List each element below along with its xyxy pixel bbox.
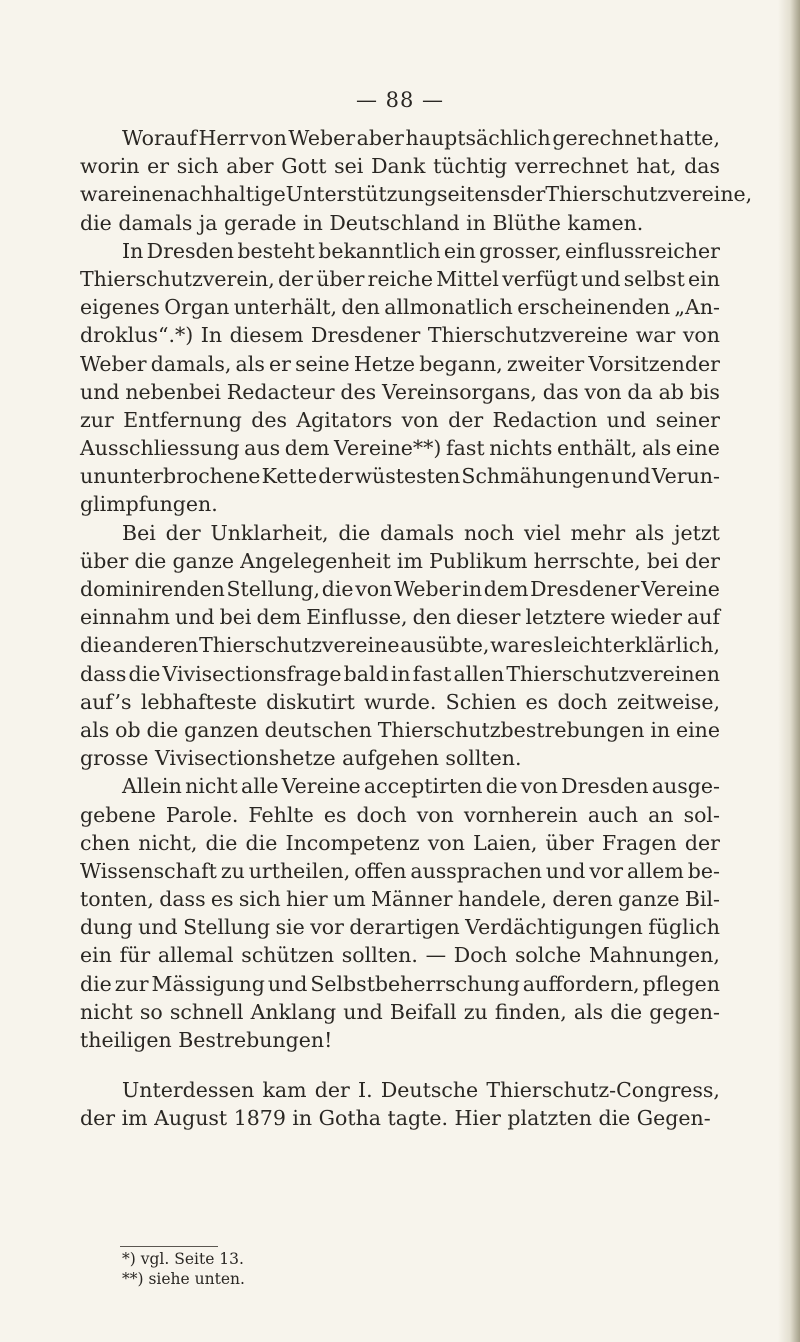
text-line: Bei der Unklarheit, die damals noch viel mehr als jetzt	[122, 520, 720, 545]
text-line: eigenes Organ unterhält, den allmonatlich erscheinenden „An-	[80, 295, 720, 320]
text-line: gebene Parole. Fehlte es doch von vornherein auch an sol-	[80, 802, 720, 827]
text-line: als ob die ganzen deutschen Thierschutzbestrebungen in eine	[80, 717, 720, 742]
page-number: — 88 —	[355, 88, 445, 112]
text-line: tonten, dass es sich hier um Männer handele, deren ganze Bil-	[80, 887, 720, 912]
text-line: ununterbrochene Kette der wüstesten Schmähungen und Verun-	[80, 464, 720, 489]
text-line: zur Entfernung des Agitators von der Redaction und seiner	[80, 407, 720, 432]
text-line: worin er sich aber Gott sei Dank tüchtig verrechnet hat, das	[80, 154, 720, 179]
text-line: über die ganze Angelegenheit im Publikum herrschte, bei der	[80, 548, 720, 573]
text-line: ein für allemal schützen sollten. — Doch solche Mahnungen,	[80, 943, 720, 968]
text-line: die damals ja gerade in Deutschland in Blüthe kamen.	[80, 210, 644, 235]
text-line: auf’s lebhafteste diskutirt wurde. Schien es doch zeitweise,	[80, 689, 720, 714]
text-line: Allein nicht alle Vereine acceptirten die von Dresden ausge-	[122, 774, 720, 799]
text-line: dass die Vivisectionsfrage bald in fast allen Thierschutzvereinen	[80, 661, 720, 686]
paragraph-gap	[80, 1054, 720, 1076]
text-line: Worauf Herr von Weber aber hauptsächlich gerechnet hatte,	[122, 126, 720, 150]
paragraph	[80, 124, 753, 237]
text-line: Thierschutzverein, der über reiche Mittel verfügt und selbst ein	[80, 266, 720, 291]
text-line: nicht so schnell Anklang und Beifall zu finden, als die gegen-	[80, 999, 720, 1024]
footnote-1: *) vgl. Seite 13.	[122, 1250, 244, 1268]
text-line: die anderen Thierschutzvereine ausübte, war es leicht erklärlich,	[80, 633, 720, 658]
text-line: Ausschliessung aus dem Vereine**) fast nichts enthält, als eine	[80, 436, 720, 461]
text-line: die zur Mässigung und Selbstbeherrschung auffordern, pflegen	[80, 971, 720, 996]
paragraph	[80, 237, 720, 519]
paragraph	[80, 772, 720, 1054]
body-text	[80, 124, 753, 1133]
text-line: und nebenbei Redacteur des Vereinsorgans, das von da ab bis	[80, 379, 720, 404]
text-line: grosse Vivisectionshetze aufgehen sollten.	[80, 746, 522, 771]
text-line: glimpfungen.	[80, 492, 218, 517]
paragraph	[80, 1076, 720, 1132]
text-line: droklus“.*) In diesem Dresdener Thierschutzvereine war von	[80, 323, 720, 348]
paragraph	[80, 519, 720, 773]
text-line: Weber damals, als er seine Hetze begann, zweiter Vorsitzender	[80, 351, 720, 376]
text-line: Unterdessen kam der I. Deutsche Thierschutz-Congress,	[122, 1078, 720, 1103]
text-line: theiligen Bestrebungen!	[80, 1028, 333, 1052]
footnote-rule	[120, 1246, 218, 1247]
page-edge-shadow	[778, 0, 800, 1342]
text-line: dung und Stellung sie vor derartigen Verdächtigungen füglich	[80, 915, 720, 940]
text-line: dominirenden Stellung, die von Weber in dem Dresdener Vereine	[80, 577, 720, 601]
text-line: einnahm und bei dem Einflusse, den dieser letztere wieder auf	[80, 605, 720, 630]
text-line: In Dresden besteht bekanntlich ein grosser, einflussreicher	[122, 238, 720, 263]
text-line: chen nicht, die die Incompetenz von Laien, über Fragen der	[80, 830, 720, 855]
footnotes	[122, 1249, 245, 1289]
text-line: der im August 1879 in Gotha tagte. Hier platzten die Gegen-	[80, 1106, 711, 1131]
footnote-2: **) siehe unten.	[122, 1270, 245, 1288]
text-line: Wissenschaft zu urtheilen, offen aussprachen und vor allem be-	[80, 858, 720, 883]
text-line: war eine nachhaltige Unterstützung seitens der Thierschutzvereine,	[80, 182, 753, 207]
